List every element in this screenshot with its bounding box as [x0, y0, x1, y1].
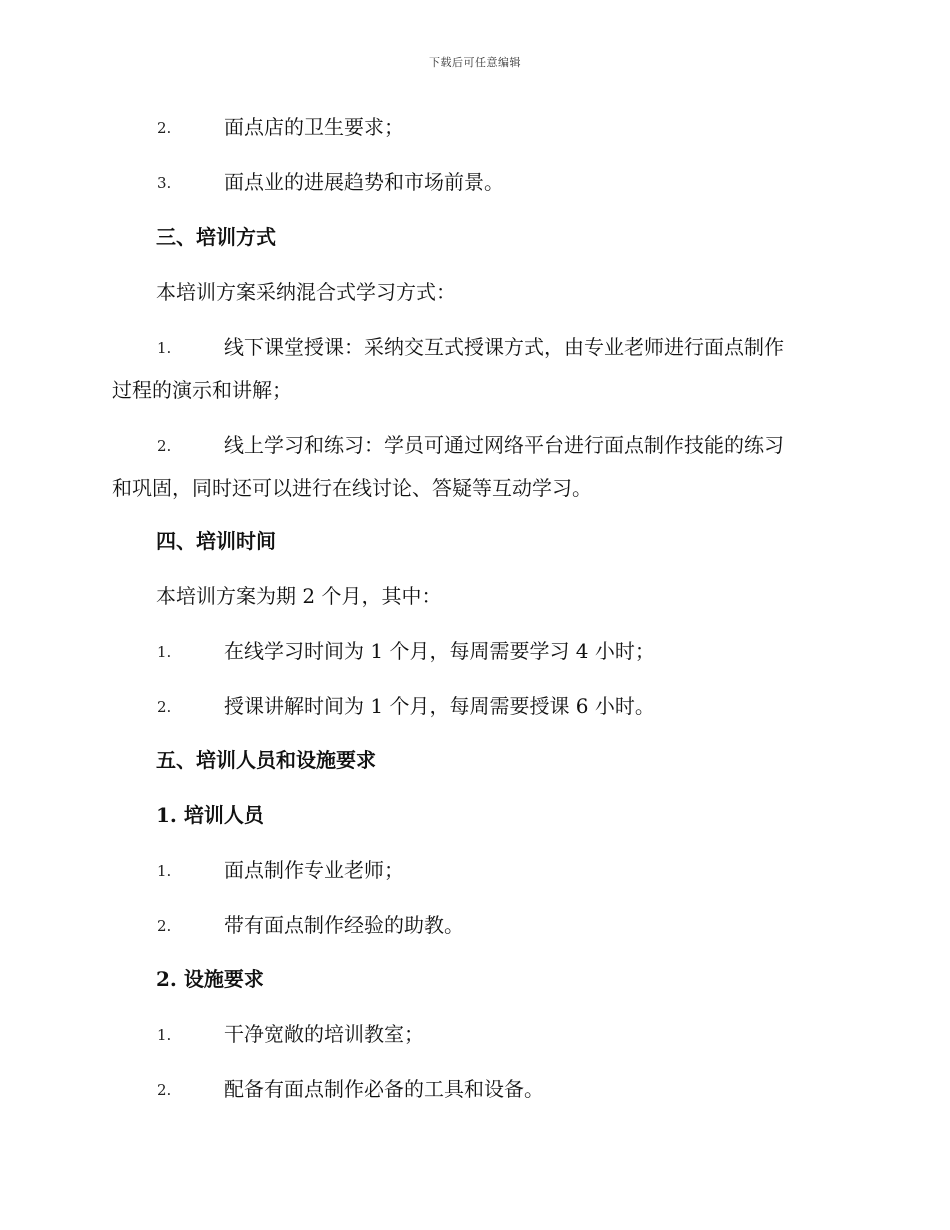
list-item-text: 干净宽敞的培训教室；: [224, 1022, 424, 1046]
paragraph: 本培训方案为期 2 个月，其中：: [156, 584, 442, 608]
list-number: 2.: [157, 917, 172, 935]
section-heading-training-method: 三、培训方式: [156, 225, 276, 249]
paragraph: 本培训方案采纳混合式学习方式：: [156, 280, 456, 304]
list-number: 2.: [157, 437, 172, 455]
list-item-text: 线上学习和练习：学员可通过网络平台进行面点制作技能的练习: [224, 433, 784, 457]
list-item-continuation: 过程的演示和讲解；: [112, 378, 292, 402]
list-item-text: 在线学习时间为 1 个月，每周需要学习 4 小时；: [224, 639, 655, 663]
list-item-text: 面点店的卫生要求；: [224, 115, 404, 139]
list-number: 1.: [157, 643, 172, 661]
subheading-facilities: 2. 设施要求: [156, 967, 264, 991]
list-number: 2.: [157, 1081, 172, 1099]
list-number: 2.: [157, 698, 172, 716]
subheading-trainers: 1. 培训人员: [156, 803, 264, 827]
section-heading-staff-facilities: 五、培训人员和设施要求: [156, 748, 376, 772]
list-number: 1.: [157, 1026, 172, 1044]
list-item-text: 带有面点制作经验的助教。: [224, 913, 464, 937]
page-header: 下载后可任意编辑: [429, 56, 521, 69]
section-heading-training-time: 四、培训时间: [156, 529, 276, 553]
list-number: 2.: [157, 119, 172, 137]
list-item-text: 配备有面点制作必备的工具和设备。: [224, 1077, 544, 1101]
list-item-continuation: 和巩固，同时还可以进行在线讨论、答疑等互动学习。: [112, 476, 592, 500]
list-number: 1.: [157, 862, 172, 880]
list-item-text: 授课讲解时间为 1 个月，每周需要授课 6 小时。: [224, 694, 655, 718]
list-item-text: 线下课堂授课：采纳交互式授课方式，由专业老师进行面点制作: [224, 335, 784, 359]
list-number: 3.: [157, 174, 172, 192]
list-item-text: 面点业的进展趋势和市场前景。: [224, 170, 504, 194]
list-item-text: 面点制作专业老师；: [224, 858, 404, 882]
list-number: 1.: [157, 339, 172, 357]
